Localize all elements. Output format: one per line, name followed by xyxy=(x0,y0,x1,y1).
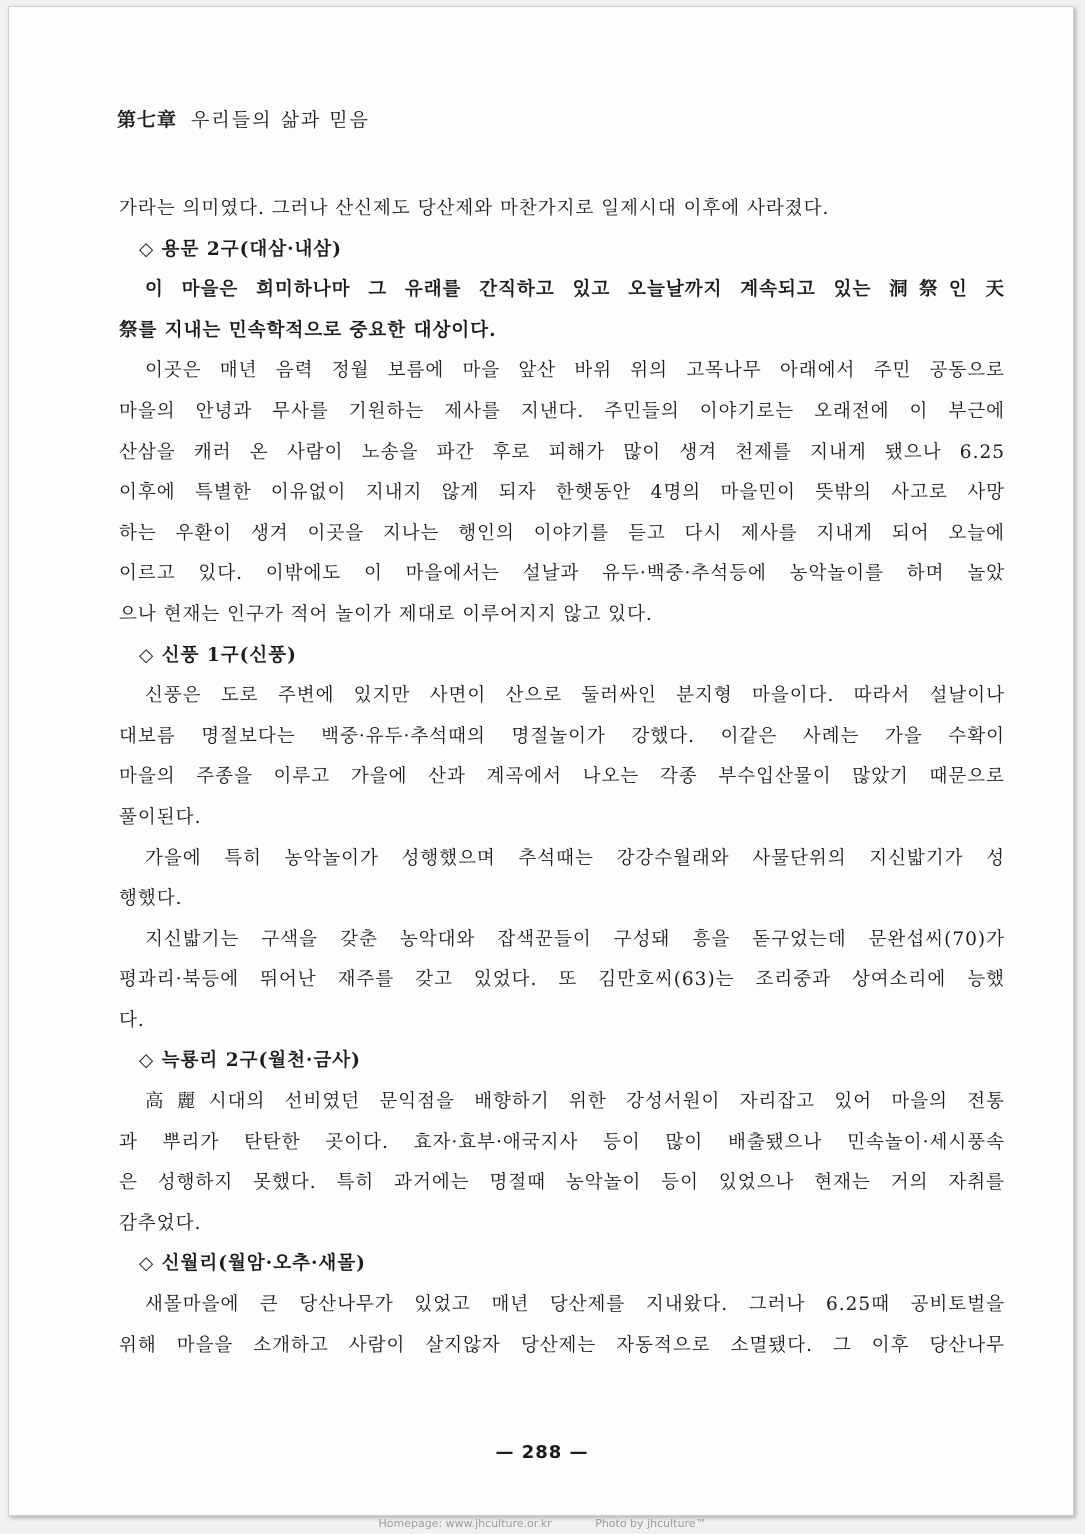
chapter-header xyxy=(117,105,370,132)
text-line: 산삼을 캐러 온 사람이 노송을 파간 후로 피해가 많이 생겨 천제를 지내게 됐으나 6.25 xyxy=(119,441,1005,463)
text-line: 이르고 있다. 이밖에도 이 마을에서는 설날과 유두·백중·추석등에 농악놀이를 하며 놀았 xyxy=(119,563,1005,585)
section-heading: ◇ 신월리(월암·오추·새몰) xyxy=(139,1253,366,1275)
section-heading: ◇ 신풍 1구(신풍) xyxy=(139,644,297,666)
text-line: 으나 현재는 인구가 적어 놀이가 제대로 이루어지지 않고 있다. xyxy=(119,603,653,625)
text-line: 신풍은 도로 주변에 있지만 사면이 산으로 둘러싸인 분지형 마을이다. 따라서 설날이나 xyxy=(145,685,1005,707)
section-heading: ◇ 용문 2구(대삼·내삼) xyxy=(139,238,343,260)
text-line: 은 성행하지 못했다. 특히 과거에는 명절때 농악놀이 등이 있었으나 현재는 거의 자취를 xyxy=(119,1172,1005,1194)
chapter-title: 우리들의 삶과 믿음 xyxy=(191,109,370,131)
text-line: 새몰마을에 큰 당산나무가 있었고 매년 당산제를 지내왔다. 그러나 6.25때 공비토벌을 xyxy=(145,1294,1005,1316)
chapter-label: 第七章 xyxy=(117,109,178,131)
text-line: 과 뿌리가 탄탄한 곳이다. 효자·효부·애국지사 등이 많이 배출됐으나 민속놀이·세시풍속 xyxy=(119,1131,1005,1153)
text-line: 이곳은 매년 음력 정월 보름에 마을 앞산 바위 위의 고목나무 아래에서 주민 공동으로 xyxy=(145,360,1005,382)
footer-homepage: Homepage: www.jhculture.or.kr xyxy=(378,1517,552,1530)
body-text xyxy=(119,189,1005,1366)
text-line: 행했다. xyxy=(119,888,183,910)
text-line: 평과리·북등에 뛰어난 재주를 갖고 있었다. 또 김만호씨(63)는 조리중과 상여소리에 능했 xyxy=(119,969,1005,991)
text-line: 마을의 주종을 이루고 가을에 산과 계곡에서 나오는 각종 부수입산물이 많았기 때문으로 xyxy=(119,766,1005,788)
document-page xyxy=(8,6,1074,1516)
text-line: 위해 마을을 소개하고 사람이 살지않자 당산제는 자동적으로 소멸됐다. 그 이후 당산나무 xyxy=(119,1334,1005,1356)
footer xyxy=(0,1516,1085,1532)
text-line: 다. xyxy=(119,1009,145,1031)
text-line: 高麗시대의 선비였던 문익점을 배향하기 위한 강성서원이 자리잡고 있어 마을의 전통 xyxy=(145,1091,1005,1113)
footer-photo-credit: Photo by jhculture™ xyxy=(595,1517,707,1530)
text-line: 풀이된다. xyxy=(119,806,202,828)
page-number: — 288 — xyxy=(495,1442,589,1463)
text-line: 마을의 안녕과 무사를 기원하는 제사를 지낸다. 주민들의 이야기로는 오래전에 이 부근에 xyxy=(119,400,1005,422)
text-line: 대보름 명절보다는 백중·유두·추석때의 명절놀이가 강했다. 이같은 사례는 가을 수확이 xyxy=(119,725,1005,747)
section-heading: ◇ 늑룡리 2구(월천·금사) xyxy=(139,1050,361,1072)
text-line: 감추었다. xyxy=(119,1212,202,1234)
text-line: 하는 우환이 생겨 이곳을 지나는 행인의 이야기를 듣고 다시 제사를 지내게 되어 오늘에 xyxy=(119,522,1005,544)
text-line: 가라는 의미였다. 그러나 산신제도 당산제와 마찬가지로 일제시대 이후에 사라졌다. xyxy=(119,198,830,219)
text-line: 이후에 특별한 이유없이 지내지 않게 되자 한햇동안 4명의 마을민이 뜻밖의 사고로 사망 xyxy=(119,482,1005,504)
text-line: 이 마을은 희미하나마 그 유래를 간직하고 있고 오늘날까지 계속되고 있는 洞祭인 天 xyxy=(145,279,1005,301)
text-line: 지신밟기는 구색을 갖춘 농악대와 잡색꾼들이 구성돼 흥을 돋구었는데 문완섭씨(70)가 xyxy=(145,928,1005,950)
text-line: 가을에 특히 농악놀이가 성행했으며 추석때는 강강수월래와 사물단위의 지신밟기가 성 xyxy=(145,847,1005,869)
text-line: 祭를 지내는 민속학적으로 중요한 대상이다. xyxy=(119,319,497,341)
